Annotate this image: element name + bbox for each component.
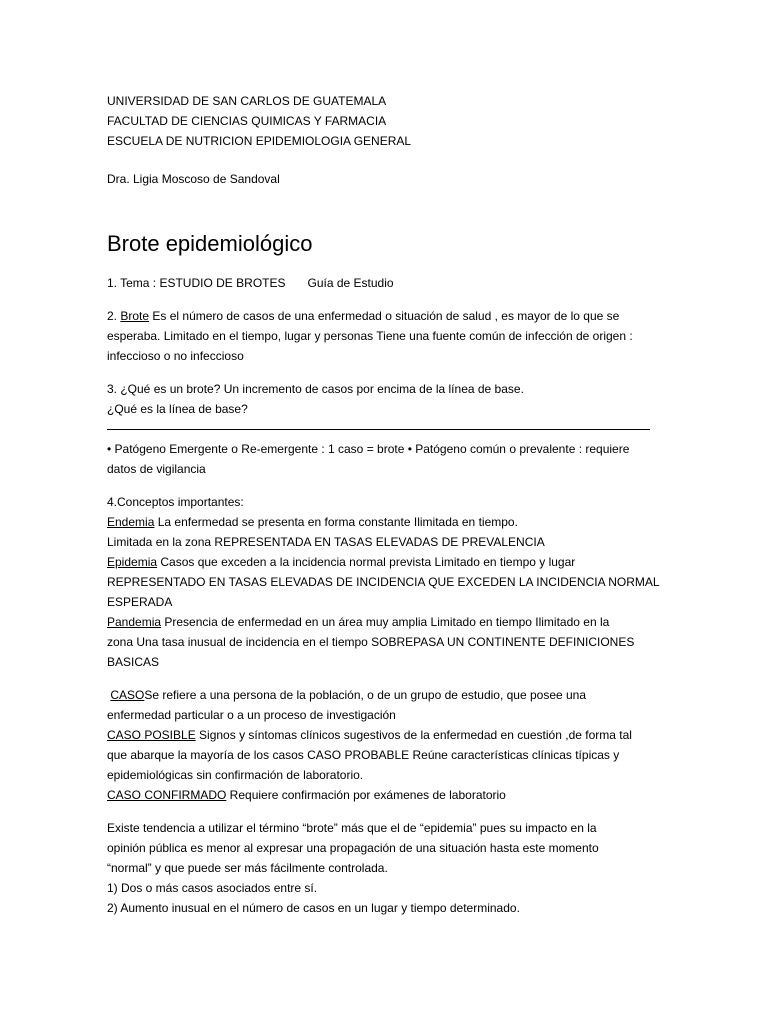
pandemia-line-1: Presencia de enfermedad en un área muy amplia Limitado en tiempo Ilimitado en la (161, 615, 610, 629)
item-2-prefix: 2. (107, 309, 118, 323)
header-author: Dra. Ligia Moscoso de Sandoval (107, 172, 280, 186)
item-3-line-2: ¿Qué es la línea de base? (107, 402, 248, 416)
caso-line-2: enfermedad particular o a un proceso de investigación (107, 708, 396, 722)
closing-line-2: opinión pública es menor al expresar una propagación de una situación hasta este momento (107, 841, 599, 855)
epidemia-line-1: Casos que exceden a la incidencia normal prevista Limitado en tiempo y lugar (157, 555, 576, 569)
caso-line-1: Se refiere a una persona de la población, o de un grupo de estudio, que posee una (144, 688, 587, 702)
concepts-heading: 4.Conceptos importantes: (107, 495, 244, 509)
item-1 (107, 273, 667, 293)
posible-line-3: epidemiológicas sin confirmación de laboratorio. (107, 768, 364, 782)
term-pandemia: Pandemia (107, 615, 162, 629)
term-caso-posible: CASO POSIBLE (107, 728, 196, 742)
pandemia-line-2: zona Una tasa inusual de incidencia en el tiempo SOBREPASA UN CONTINENTE DEFINICIONES (107, 635, 635, 649)
item-2-line-2: esperaba. Limitado en el tiempo, lugar y personas Tiene una fuente común de infección de origen : (107, 329, 633, 343)
epidemia-line-2: REPRESENTADO EN TASAS ELEVADAS DE INCIDENCIA QUE EXCEDEN LA INCIDENCIA NORMAL (107, 575, 660, 589)
term-caso-confirmado: CASO CONFIRMADO (107, 788, 227, 802)
item-2-line-3: infeccioso o no infeccioso (107, 349, 244, 363)
endemia-line-2: Limitada en la zona REPRESENTADA EN TASAS ELEVADAS DE PREVALENCIA (107, 535, 545, 549)
confirmado-line-1: Requiere confirmación por exámenes de laboratorio (226, 788, 506, 802)
closing-line-3: “normal” y que puede ser más fácilmente controlada. (107, 861, 388, 875)
header-university: UNIVERSIDAD DE SAN CARLOS DE GUATEMALA (107, 94, 387, 108)
item-3-line-1: 3. ¿Qué es un brote? Un incremento de casos por encima de la línea de base. (107, 382, 524, 396)
item-2 (107, 306, 667, 366)
header-faculty: FACULTAD DE CIENCIAS QUIMICAS Y FARMACIA (107, 114, 387, 128)
closing-line-1: Existe tendencia a utilizar el término “brote” más que el de “epidemia” pues su impacto en la (107, 821, 597, 835)
header-school: ESCUELA DE NUTRICION EPIDEMIOLOGIA GENERAL (107, 134, 412, 148)
epidemia-line-3: ESPERADA (107, 595, 173, 609)
closing-list-2: 2) Aumento inusual en el número de casos en un lugar y tiempo determinado. (107, 901, 520, 915)
endemia-line-1: La enfermedad se presenta en forma constante Ilimitada en tiempo. (154, 515, 518, 529)
horizontal-rule (107, 429, 650, 430)
posible-line-1: Signos y síntomas clínicos sugestivos de la enfermedad en cuestión ,de forma tal (195, 728, 632, 742)
bullets-line-2: datos de vigilancia (107, 462, 206, 476)
item-3 (107, 379, 667, 419)
cases (107, 685, 667, 805)
term-caso: CASO (110, 688, 145, 702)
closing-list-1: 1) Dos o más casos asociados entre sí. (107, 881, 318, 895)
concepts (107, 492, 667, 672)
term-brote: Brote (120, 309, 150, 323)
closing (107, 818, 667, 918)
item-1-prefix: 1. Tema : ESTUDIO DE BROTES (107, 276, 286, 290)
bullets-line-1: • Patógeno Emergente o Re-emergente : 1 caso = brote • Patógeno común o prevalente : requiere (107, 442, 630, 456)
document-title: Brote epidemiológico (107, 231, 313, 256)
term-endemia: Endemia (107, 515, 155, 529)
posible-line-2: que abarque la mayoría de los casos CASO PROBABLE Reúne características clínicas típicas y (107, 748, 620, 762)
document-page (107, 91, 667, 918)
term-epidemia: Epidemia (107, 555, 158, 569)
pandemia-line-3: BASICAS (107, 655, 160, 669)
item-2-line-1: Es el número de casos de una enfermedad o situación de salud , es mayor de lo que se (149, 309, 620, 323)
bullets (107, 439, 667, 479)
item-1-suffix: Guía de Estudio (307, 276, 394, 290)
